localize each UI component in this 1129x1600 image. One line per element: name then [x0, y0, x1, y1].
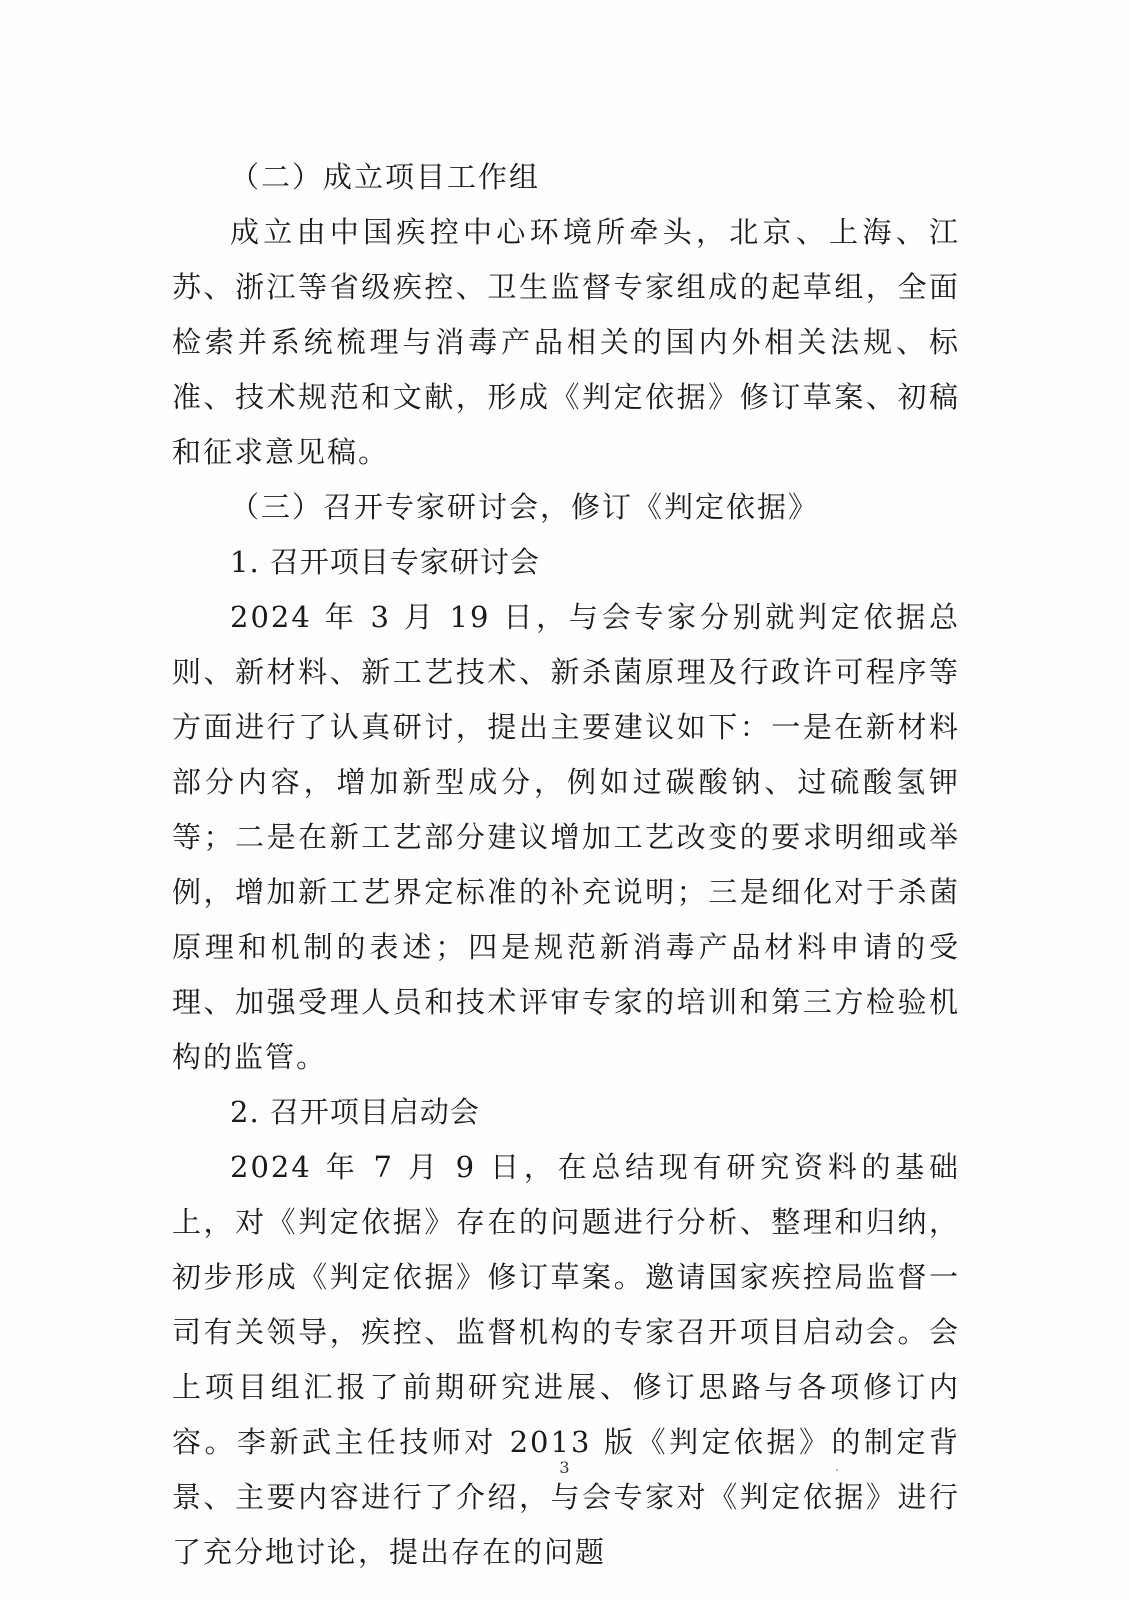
item-one-title: 1. 召开项目专家研讨会: [230, 545, 540, 579]
section-two-paragraph: 成立由中国疾控中心环境所牵头，北京、上海、江苏、浙江等省级疾控、卫生监督专家组成的起草组，全面检索并系统梳理与消毒产品相关的国内外相关法规、标准、技术规范和文献，形成《判定依据》修订草案、初稿和征求意见稿。: [172, 215, 960, 469]
item-two-paragraph: 2024 年 7 月 9 日，在总结现有研究资料的基础上，对《判定依据》存在的问题进行分析、整理和归纳，初步形成《判定依据》修订草案。邀请国家疾控局监督一司有关领导，疾控、监督机构的专家召开项目启动会。会上项目组汇报了前期研究进展、修订思路与各项修订内容。李新武主任技师对 2013 版《判定依据》的制定背景、主要内容进行了介绍，与会专家对《判定依据》进行了充分地讨论，提出存在的问题: [172, 1150, 960, 1569]
item-two-title: 2. 召开项目启动会: [230, 1095, 480, 1129]
section-two-heading: （二）成立项目工作组: [230, 160, 541, 194]
scan-speck: [836, 1469, 838, 1471]
document-body: [172, 150, 960, 1580]
page-number: 3: [559, 1458, 570, 1477]
section-three-heading: （三）召开专家研讨会，修订《判定依据》: [230, 490, 820, 524]
item-one-paragraph: 2024 年 3 月 19 日，与会专家分别就判定依据总则、新材料、新工艺技术、新杀菌原理及行政许可程序等方面进行了认真研讨，提出主要建议如下：一是在新材料部分内容，增加新型成分，例如过碳酸钠、过硫酸氢钾等；二是在新工艺部分建议增加工艺改变的要求明细或举例，增加新工艺界定标准的补充说明；三是细化对于杀菌原理和机制的表述；四是规范新消毒产品材料申请的受理、加强受理人员和技术评审专家的培训和第三方检验机构的监管。: [172, 600, 960, 1074]
